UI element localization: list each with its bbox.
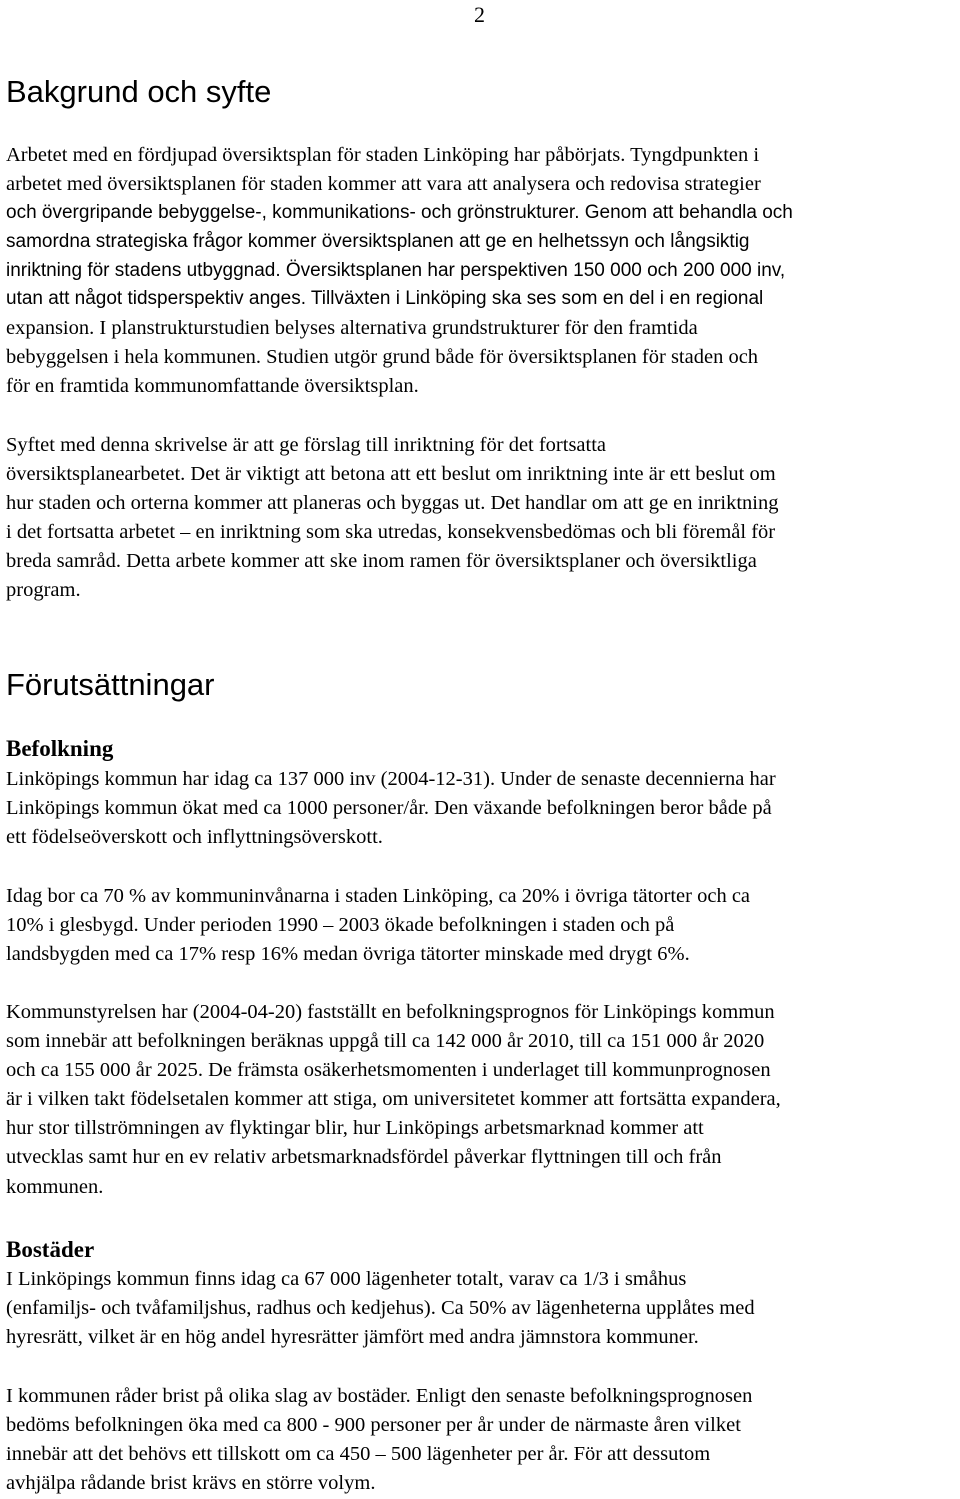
text-line: för en framtida kommunomfattande översiktsplan. bbox=[6, 375, 419, 398]
page-number: 2 bbox=[474, 2, 485, 27]
text-line: program. bbox=[6, 579, 81, 602]
paragraph-population-current bbox=[6, 765, 960, 852]
text-line: Kommunstyrelsen har (2004-04-20) fastställt en befolkningsprognos för Linköpings kommun bbox=[6, 1001, 775, 1023]
text-line: hyresrätt, vilket är en hög andel hyresrätter jämfört med andra jämnstora kommuner. bbox=[6, 1326, 699, 1349]
text-line: arbetet med översiktsplanen för staden kommer att vara att analysera och redovisa strategier bbox=[6, 172, 761, 195]
text-line: avhjälpa rådande brist krävs en större volym. bbox=[6, 1472, 376, 1495]
text-line: och ca 155 000 år 2025. De främsta osäkerhetsmomenten i underlaget till kommunprognosen bbox=[6, 1059, 771, 1082]
text-line: inriktning för stadens utbyggnad. Översiktsplanen har perspektiven 150 000 och 200 000 inv, bbox=[6, 259, 786, 281]
text-line: översiktsplanearbetet. Det är viktigt att betona att ett beslut om inriktning inte är ett beslut om bbox=[6, 463, 776, 486]
text-line: ett födelseöverskott och inflyttningsöverskott. bbox=[6, 826, 383, 849]
text-line: utvecklas samt hur en ev relativ arbetsmarknadsfördel påverkar flyttningen till och från bbox=[6, 1146, 722, 1169]
paragraph-population-forecast bbox=[6, 998, 960, 1202]
text-line: och övergripande bebyggelse-, kommunikations- och grönstrukturer. Genom att behandla och bbox=[6, 201, 793, 223]
paragraph-background-purpose bbox=[6, 431, 960, 606]
text-line: breda samråd. Detta arbete kommer att ske inom ramen för översiktsplaner och översiktliga bbox=[6, 550, 757, 573]
text-line: bedöms befolkningen öka med ca 800 - 900 personer per år under de närmaste åren vilket bbox=[6, 1414, 741, 1437]
text-line: hur staden och orterna kommer att planeras och byggas ut. Det handlar om att ge en inriktning bbox=[6, 492, 779, 515]
text-line: I Linköpings kommun finns idag ca 67 000 lägenheter totalt, varav ca 1/3 i småhus bbox=[6, 1268, 687, 1290]
text-line: Linköpings kommun ökat med ca 1000 personer/år. Den växande befolkningen beror både på bbox=[6, 797, 772, 820]
text-line: samordna strategiska frågor kommer översiktsplanen att ge en helhetssyn och långsiktig bbox=[6, 230, 750, 252]
heading-prerequisites: Förutsättningar bbox=[6, 667, 215, 702]
text-line: utan att något tidsperspektiv anges. Tillväxten i Linköping ska ses som en del i en regional bbox=[6, 288, 764, 310]
text-line: Linköpings kommun har idag ca 137 000 inv (2004-12-31). Under de senaste decennierna har bbox=[6, 768, 776, 790]
text-line: hur stor tillströmningen av flyktingar blir, hur Linköpings arbetsmarknad kommer att bbox=[6, 1117, 704, 1140]
text-line: är i vilken takt födelsetalen kommer att stiga, om universitetet kommer att fortsätta expandera, bbox=[6, 1088, 781, 1111]
text-line: innebär att det behövs ett tillskott om ca 450 – 500 lägenheter per år. För att dessutom bbox=[6, 1443, 711, 1466]
text-line: expansion. I planstrukturstudien belyses alternativa grundstrukturer för den framtida bbox=[6, 317, 698, 340]
text-line: 10% i glesbygd. Under perioden 1990 – 2003 ökade befolkningen i staden och på bbox=[6, 914, 675, 937]
text-line: i det fortsatta arbetet – en inriktning som ska utredas, konsekvensbedömas och bli föremål för bbox=[6, 521, 776, 544]
text-line: Idag bor ca 70 % av kommuninvånarna i staden Linköping, ca 20% i övriga tätorter och ca bbox=[6, 885, 751, 907]
text-line: Arbetet med en fördjupad översiktsplan för staden Linköping har påbörjats. Tyngdpunkten i bbox=[6, 144, 760, 166]
text-line: bebyggelsen i hela kommunen. Studien utgör grund både för översiktsplanen för staden och bbox=[6, 346, 759, 369]
heading-population: Befolkning bbox=[6, 736, 114, 761]
heading-background: Bakgrund och syfte bbox=[6, 74, 272, 109]
text-line: kommunen. bbox=[6, 1175, 104, 1198]
text-line: landsbygden med ca 17% resp 16% medan övriga tätorter minskade med drygt 6%. bbox=[6, 943, 690, 966]
paragraph-background-intro bbox=[6, 141, 960, 401]
paragraph-population-distribution bbox=[6, 882, 960, 969]
paragraph-housing-shortage bbox=[6, 1382, 960, 1498]
text-line: (enfamiljs- och tvåfamiljshus, radhus och kedjehus). Ca 50% av lägenheterna upplåtes med bbox=[6, 1297, 755, 1320]
heading-housing: Bostäder bbox=[6, 1237, 95, 1262]
paragraph-housing-stock bbox=[6, 1265, 960, 1352]
text-line: Syftet med denna skrivelse är att ge förslag till inriktning för det fortsatta bbox=[6, 434, 607, 456]
text-line: som innebär att befolkningen beräknas uppgå till ca 142 000 år 2010, till ca 151 000 år 2020 bbox=[6, 1030, 765, 1053]
text-line: I kommunen råder brist på olika slag av bostäder. Enligt den senaste befolkningsprognosen bbox=[6, 1385, 753, 1407]
